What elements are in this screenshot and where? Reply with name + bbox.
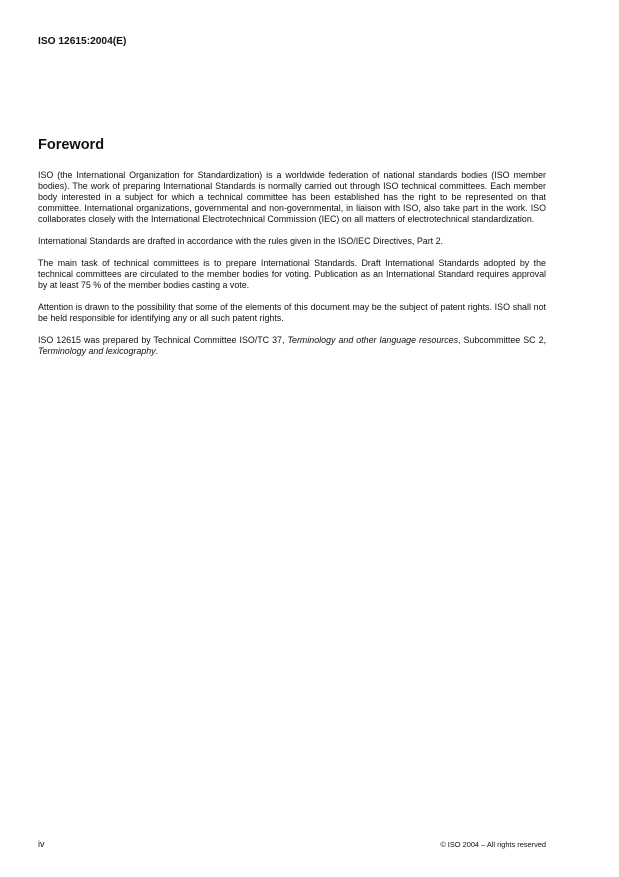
prepared-by-text-2: , Subcommittee SC 2, bbox=[458, 335, 546, 345]
paragraph-organization: ISO (the International Organization for Standardization) is a worldwide federation of national standards bodies (ISO member bodies). The work of preparing International Standards is normally carried out through ISO technical committees. Each member body interested in a subject for which a technical committee has been established has the right to be represented on that committee. International organizations, governmental and non-governmental, in liaison with ISO, also take part in the work. ISO collaborates closely with the International Electrotechnical Commission (IEC) on all matters of electrotechnical standardization. bbox=[38, 170, 546, 224]
prepared-by-text-1: ISO 12615 was prepared by Technical Committee ISO/TC 37, bbox=[38, 335, 288, 345]
paragraph-directives: International Standards are drafted in accordance with the rules given in the ISO/IEC Directives, Part 2. bbox=[38, 236, 444, 246]
page-number: iv bbox=[38, 839, 45, 849]
subcommittee-title: Terminology and lexicography bbox=[38, 346, 156, 356]
copyright-notice: © ISO 2004 – All rights reserved bbox=[440, 840, 546, 849]
paragraph-patent-rights: Attention is drawn to the possibility that some of the elements of this document may be the subject of patent rights. ISO shall not be held responsible for identifying any or all such patent rights. bbox=[38, 302, 546, 323]
foreword-body bbox=[38, 170, 546, 368]
paragraph-prepared-by bbox=[38, 335, 546, 357]
committee-title: Terminology and other language resources bbox=[287, 335, 459, 345]
document-id-header: ISO 12615:2004(E) bbox=[38, 36, 127, 47]
paragraph-committees: The main task of technical committees is to prepare International Standards. Draft International Standards adopted by the technical committees are circulated to the member bodies for voting. Publication as an International Standard requires approval by at least 75 % of the member bodies casting a vote. bbox=[38, 258, 546, 290]
section-title: Foreword bbox=[38, 137, 105, 153]
prepared-by-text-3: . bbox=[155, 346, 159, 356]
